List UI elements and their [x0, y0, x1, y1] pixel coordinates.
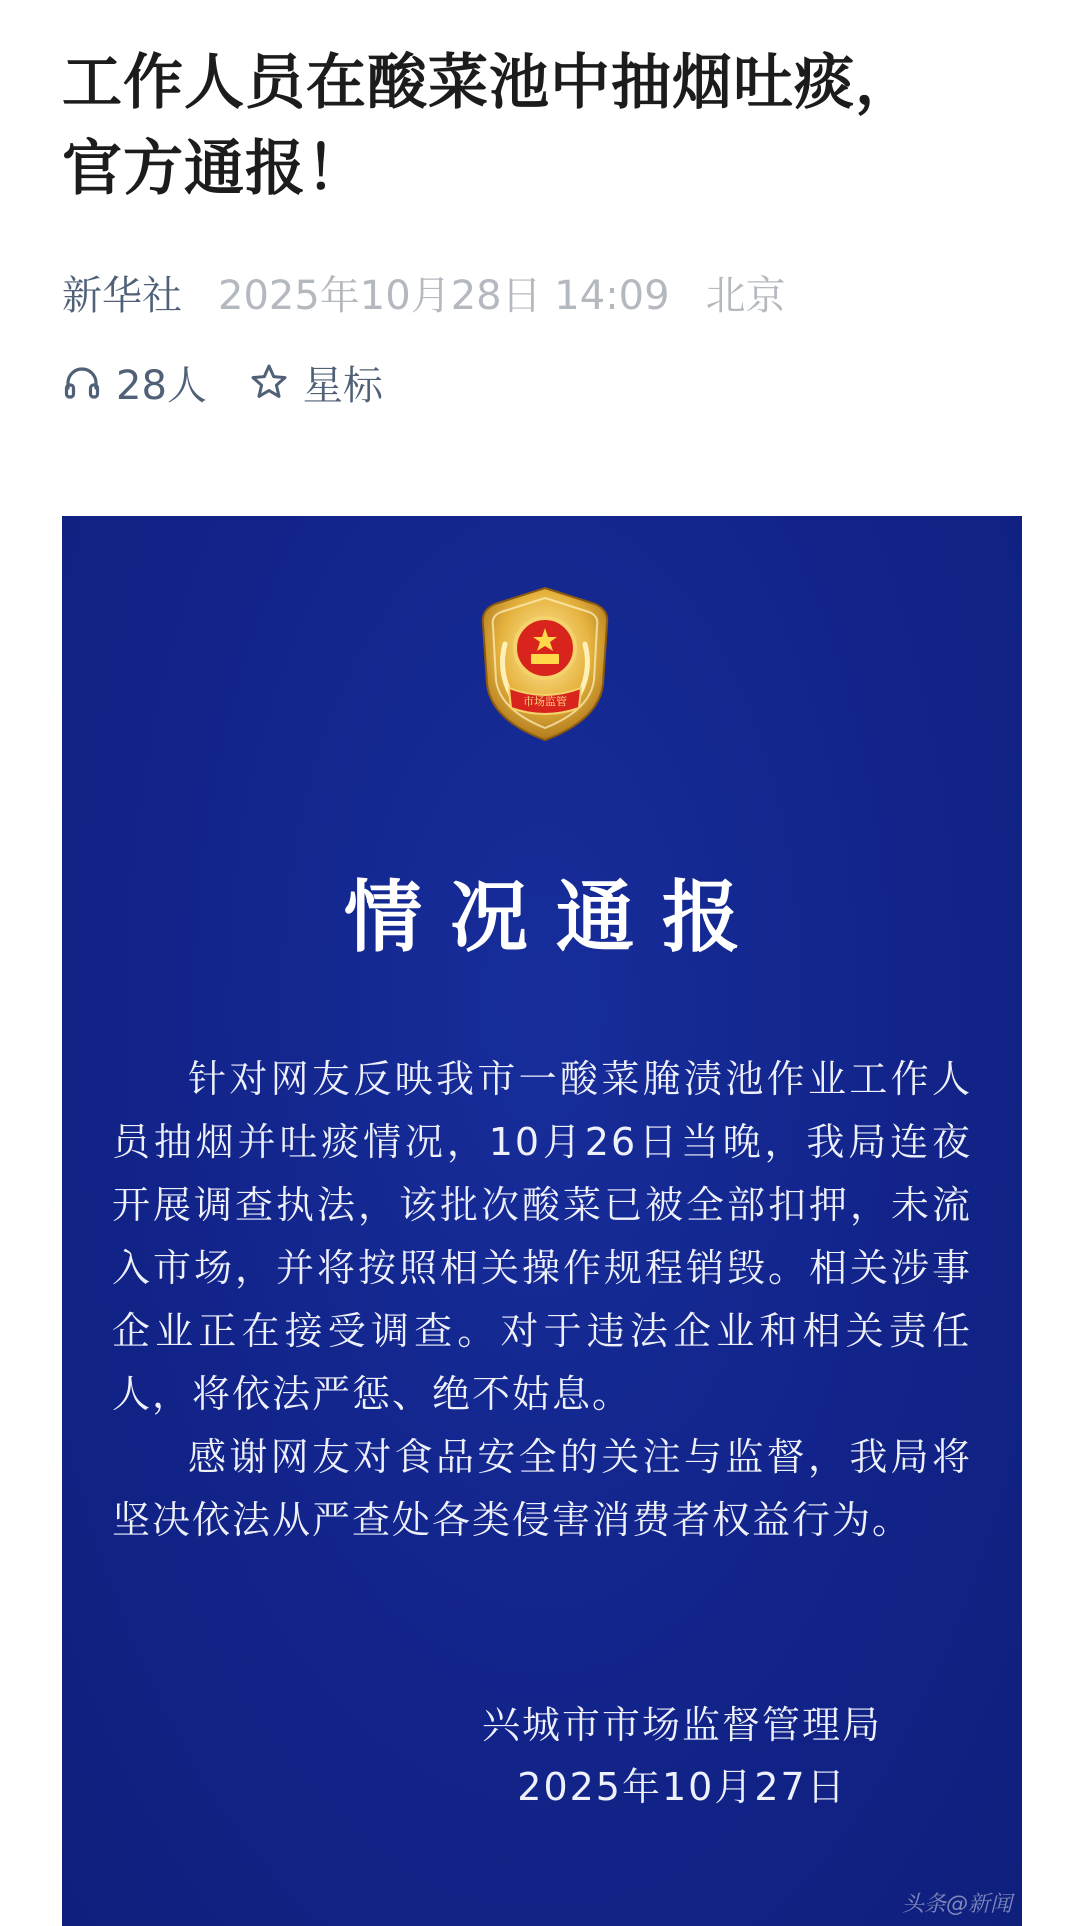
headphones-icon — [62, 362, 116, 402]
listener-count: 28人 — [116, 362, 207, 409]
listen-button[interactable] — [62, 354, 207, 411]
notice-issuer: 兴城市市场监督管理局 — [481, 1703, 882, 1747]
headline-line-1: 工作人员在酸菜池中抽烟吐痰， — [62, 48, 916, 118]
article-meta — [62, 262, 786, 322]
star-outline-icon — [249, 362, 303, 402]
market-supervision-emblem-icon — [475, 584, 615, 744]
watermark: 头条@新闻 — [901, 1892, 1012, 1917]
publish-location: 北京 — [705, 272, 786, 319]
notice-image — [62, 516, 1022, 1926]
notice-paragraph-2: 感谢网友对食品安全的关注与监督，我局将坚决依法从严查处各类侵害消费者权益行为。 — [112, 1435, 972, 1542]
notice-date: 2025年10月27日 — [517, 1765, 847, 1809]
headline-line-2: 官方通报！ — [62, 134, 367, 204]
publish-datetime: 2025年10月28日 14:09 — [218, 272, 670, 319]
notice-title: 情况通报 — [343, 873, 768, 963]
notice-footer — [482, 1694, 882, 1818]
article-headline — [62, 40, 1022, 212]
source-name[interactable]: 新华社 — [62, 272, 182, 319]
star-label: 星标 — [302, 362, 383, 409]
article-actions — [62, 352, 383, 412]
emblem-text: 市场监管 — [523, 695, 567, 708]
star-button[interactable] — [249, 354, 383, 411]
notice-body — [112, 1048, 972, 1552]
notice-paragraph-1: 针对网友反映我市一酸菜腌渍池作业工作人员抽烟并吐痰情况，10月26日当晚，我局连夜开展调查执法，该批次酸菜已被全部扣押，未流入市场，并将按照相关操作规程销毁。相关涉事企业正在接受调查。对于违法企业和相关责任人，将依法严惩、绝不姑息。 — [112, 1057, 972, 1416]
